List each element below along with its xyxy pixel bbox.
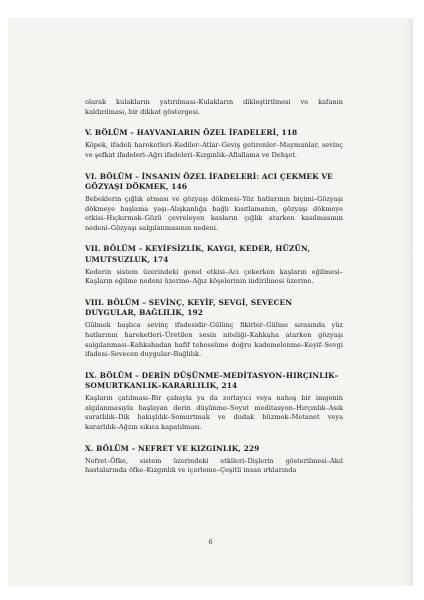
section-heading: VIII. BÖLÜM – SEVİNÇ, KEYİF, SEVGİ, SEVECEN DUYGULAR, BAĞLILIK, 192 [85, 297, 293, 318]
section-9 [85, 371, 343, 433]
section-heading: IX. BÖLÜM – DERİN DÜŞÜNME–MEDİTASYON–HIRÇINLIK–SOMURTKANLIK–KARARLILIK, 214 [85, 370, 339, 390]
section-8 [85, 298, 343, 360]
section-summary: Gülmek başlıca sevinç ifadesidir–Gülünç fikirler–Gülme sırasında yüz hatlarının hareketleri–Üretilen sesin niteliği–Kahkaha atarken gözyaşı salgılanması–Kahkahadan hafif tebessüme doğru kademelenme–Keyif–Sevgi ifadesi–Sevecen duygular–Bağlılık. [85, 321, 343, 359]
section-summary: Kederin sistem üzerindeki genel etkisi–Acı çekerken kaşların eğilmesi–Kaşların eğilme nedeni üzerine–Ağız köşelerinin indirilmesi üzerine. [85, 267, 343, 286]
section-summary: Nefret–Öfke, sistem üzerindeki etkileri–Dişlerin gösterilmesi–Akıl hastalarında öfke–Kızgınlık ve içerleme–Çeşitli insan ırklarında [85, 456, 343, 475]
section-heading: VI. BÖLÜM – İNSANIN ÖZEL İFADELERİ: ACI ÇEKMEK VE GÖZYAŞI DÖKMEK, 146 [85, 171, 333, 191]
section-summary: Köpek, ifadeli hareketleri–Kediler–Atlar–Geviş getirenler–Maymunlar, sevinç ve şefkat ifadeleri–Ağrı ifadeleri–Kızgınlık–Aflallama ve Dehşet. [85, 141, 343, 159]
section-summary: Kaşların çatılması–Bir çabayla ya da zorlayıcı veya nahoş bir imgenin algılanmasıyla başlayan derin düşünme–Soyut meditasyon–Hırçınlık–Asık suratlılık–Dik bakışlılık–Somurtmak ve dudak büzmek–Metanet veya kararlılık–Ağzın sıkıca kapatılması. [85, 394, 343, 431]
section-heading: V. BÖLÜM – HAYVANLARIN ÖZEL İFADELERİ, 118 [85, 128, 298, 138]
section-10 [85, 444, 343, 476]
section-5 [85, 128, 343, 160]
page-edge-shadow [405, 18, 413, 586]
section-heading: X. BÖLÜM – NEFRET VE KIZGINLIK, 229 [85, 443, 260, 453]
page-number: 6 [208, 538, 213, 546]
book-page [8, 18, 413, 586]
section-heading: VII. BÖLÜM – KEYİFSİZLİK, KAYGI, KEDER, HÜZÜN, UMUTSUZLUK, 174 [85, 244, 311, 264]
table-of-contents [85, 98, 343, 476]
intro-paragraph: olarak kulakların yatırılması–Kulakların dikleştirilmesi ve kafanın kaldırılması, bir dikkat göstergesi. [85, 98, 343, 116]
section-summary: Bebeklerin çığlık atması ve gözyaşı dökmesi–Yüz hatlarının biçimi–Gözyaşı dökmeye başlama yaşı–Alışkanlığa bağlı kısıtlamanın, gözyaşı dökmeye etkisi–Hıçkırmak–Gözü çevreleyen kasların çığlık atarken kasılmasının nedeni–Gözyaşı salgılanmasının nedeni. [85, 194, 343, 232]
section-7 [85, 244, 343, 287]
section-6 [85, 172, 343, 234]
